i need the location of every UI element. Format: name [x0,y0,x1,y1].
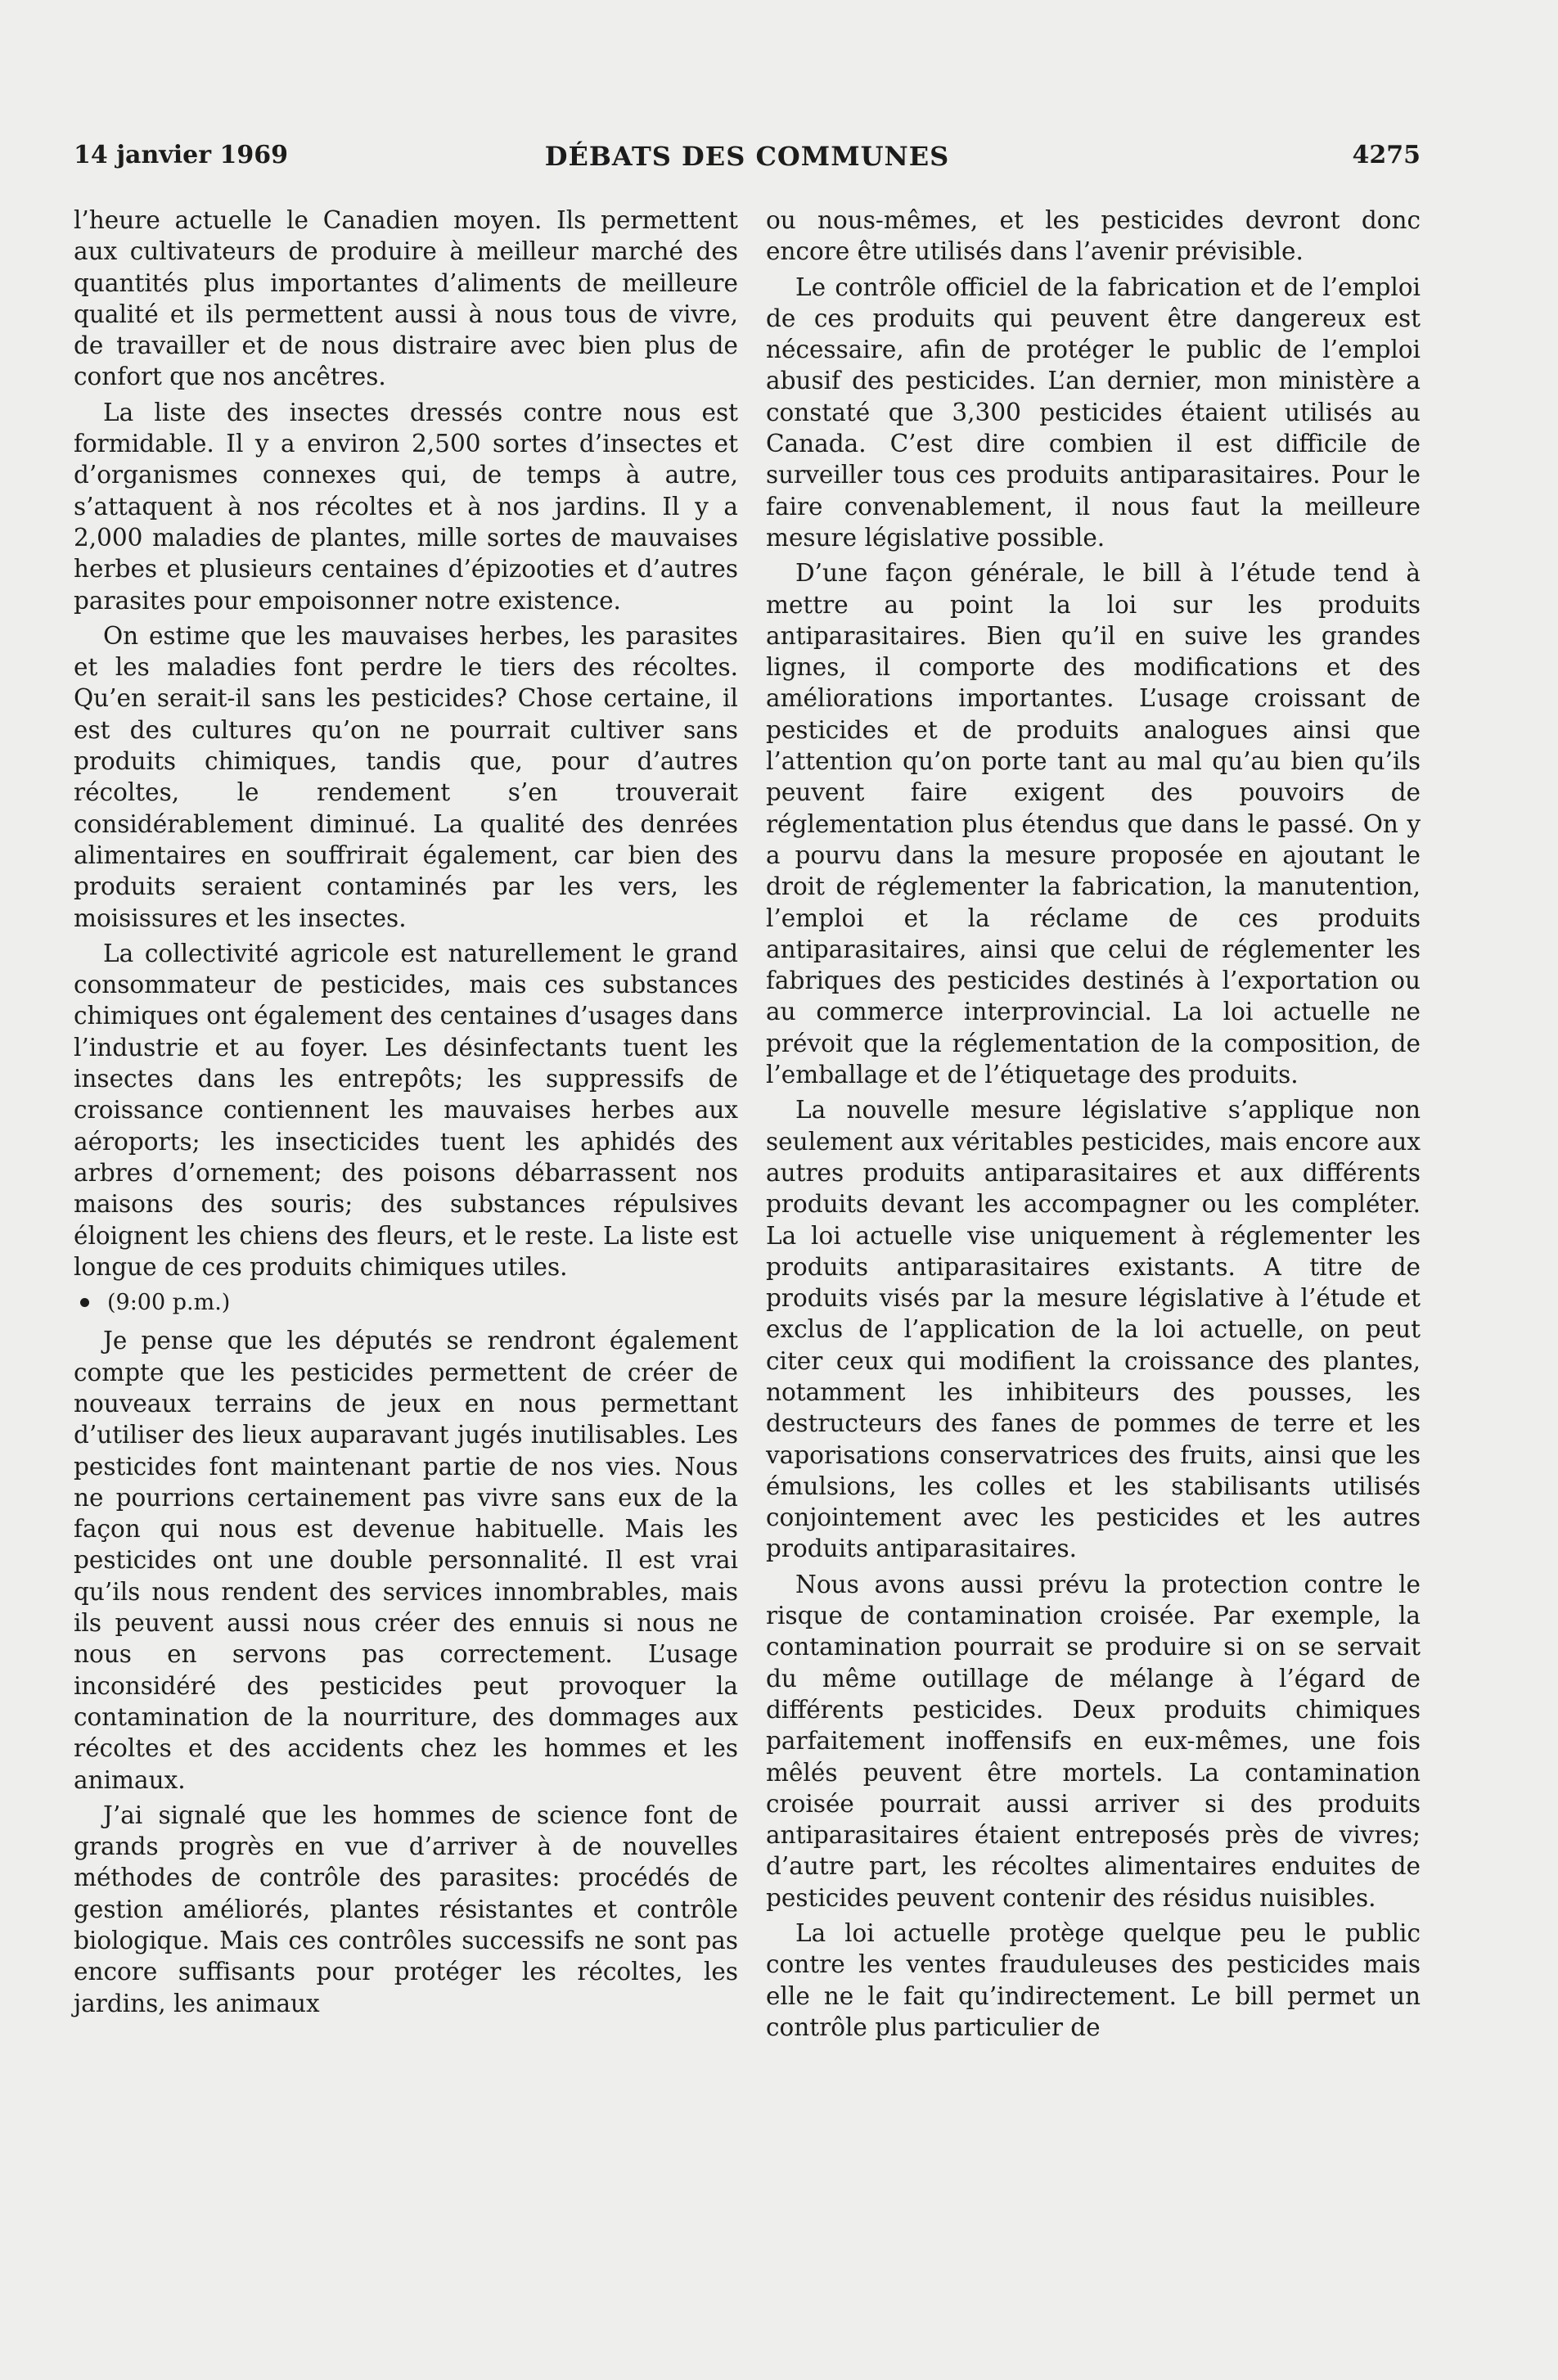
paragraph: La liste des insectes dressés contre nous est formidable. Il y a environ 2,500 sortes d’insectes et d’organismes connexes qui, de temps à autre, s’attaquent à nos récoltes et à nos jardins. Il y a 2,000 maladies de plantes, mille sortes de mauvaises herbes et plusieurs centaines d’épizooties et d’autres parasites pour empoisonner notre existence. [74,398,738,615]
header-page-number: 4275 [1352,141,1421,169]
paragraph: Nous avons aussi prévu la protection contre le risque de contamination croisée. Par exemple, la contamination pourrait se produire si on se servait du même outillage de mélange à l’égard de différents pesticides. Deux produits chimiques parfaitement inoffensifs en eux-mêmes, une fois mêlés peuvent être mortels. La contamination croisée pourrait aussi arriver si des produits antiparasitaires étaient entreposés près de vivres; d’autre part, les récoltes alimentaires enduites de pesticides peuvent contenir des résidus nuisibles. [766,1570,1421,1912]
paragraph: La loi actuelle protège quelque peu le public contre les ventes frauduleuses des pesticides mais elle ne le fait qu’indirectement. Le bill permet un contrôle plus particulier de [766,1919,1421,2041]
paragraph: J’ai signalé que les hommes de science font de grands progrès en vue d’arriver à de nouvelles méthodes de contrôle des parasites: procédés de gestion améliorés, plantes résistantes et contrôle biologique. Mais ces contrôles successifs ne sont pas encore suffisants pour protéger les récoltes, les jardins, les animaux [74,1801,738,2017]
bullet-icon [80,1298,89,1307]
paragraph: l’heure actuelle le Canadien moyen. Ils permettent aux cultivateurs de produire à meilleur marché des quantités plus importantes d’aliments de meilleure qualité et ils permettent aussi à nous tous de vivre, de travailler et de nous distraire avec bien plus de confort que nos ancêtres. [74,206,738,391]
time-marker [74,1287,738,1318]
right-column [766,205,1421,2047]
paragraph: D’une façon générale, le bill à l’étude tend à mettre au point la loi sur les produits antiparasitaires. Bien qu’il en suive les grandes lignes, il comporte des modifications et des améliorations importantes. L’usage croissant de pesticides et de produits analogues ainsi que l’attention qu’on porte tant au mal qu’au bien qu’ils peuvent faire exigent des pouvoirs de réglementation plus étendus que dans le passé. On y a pourvu dans la mesure proposée en ajoutant le droit de réglementer la fabrication, la manutention, l’emploi et la réclame de ces produits antiparasitaires, ainsi que celui de réglementer les fabriques des pesticides destinés à l’exportation ou au commerce interprovincial. La loi actuelle ne prévoit que la réglementation de la composition, de l’emballage et de l’étiquetage des produits. [766,559,1421,1089]
paragraph: On estime que les mauvaises herbes, les parasites et les maladies font perdre le tiers des récoltes. Qu’en serait-il sans les pesticides? Chose certaine, il est des cultures qu’on ne pourrait cultiver sans produits chimiques, tandis que, pour d’autres récoltes, le rendement s’en trouverait considérablement diminué. La qualité des denrées alimentaires en souffrirait également, car bien des produits seraient contaminés par les vers, les moisissures et les insectes. [74,621,738,932]
paragraph: ou nous-mêmes, et les pesticides devront donc encore être utilisés dans l’avenir prévisible. [766,206,1421,266]
paragraph: Le contrôle officiel de la fabrication et de l’emploi de ces produits qui peuvent être dangereux est nécessaire, afin de protéger le public de l’emploi abusif des pesticides. L’an dernier, mon ministère a constaté que 3,300 pesticides étaient utilisés au Canada. C’est dire combien il est difficile de surveiller tous ces produits antiparasitaires. Pour le faire convenablement, il nous faut la meilleure mesure législative possible. [766,273,1421,552]
page-header [74,141,1421,182]
header-title: DÉBATS DES COMMUNES [544,141,950,172]
paragraph: La nouvelle mesure législative s’applique non seulement aux véritables pesticides, mais encore aux autres produits antiparasitaires et aux différents produits devant les accompagner ou les compléter. La loi actuelle vise uniquement à réglementer les produits antiparasitaires existants. A titre de produits visés par la mesure législative à l’étude et exclus de l’application de la loi actuelle, on peut citer ceux qui modifient la croissance des plantes, notamment les inhibiteurs des pousses, les destructeurs des fanes de pommes de terre et les vaporisations conservatrices des fruits, ainsi que les émulsions, les colles et les stabilisants utilisés conjointement avec les pesticides et les autres produits antiparasitaires. [766,1096,1421,1563]
left-column [74,205,738,2023]
header-date: 14 janvier 1969 [74,141,288,169]
time-label: (9:00 p.m.) [107,1290,231,1316]
paragraph: La collectivité agricole est naturellement le grand consommateur de pesticides, mais ces substances chimiques ont également des centaines d’usages dans l’industrie et au foyer. Les désinfectants tuent les insectes dans les entrepôts; les suppressifs de croissance contiennent les mauvaises herbes aux aéroports; les insecticides tuent les aphidés des arbres d’ornement; des poisons débarrassent nos maisons des souris; des substances répulsives éloignent les chiens des fleurs, et le reste. La liste est longue de ces produits chimiques utiles. [74,939,738,1281]
paragraph: Je pense que les députés se rendront également compte que les pesticides permettent de créer de nouveaux terrains de jeux en nous permettant d’utiliser des lieux auparavant jugés inutilisables. Les pesticides font maintenant partie de nos vies. Nous ne pourrions certainement pas vivre sans eux de la façon qui nous est devenue habituelle. Mais les pesticides ont une double personnalité. Il est vrai qu’ils nous rendent des services innombrables, mais ils peuvent aussi nous créer des ennuis si nous ne nous en servons pas correctement. L’usage inconsidéré des pesticides peut provoquer la contamination de la nourriture, des dommages aux récoltes et des accidents chez les hommes et les animaux. [74,1327,738,1794]
